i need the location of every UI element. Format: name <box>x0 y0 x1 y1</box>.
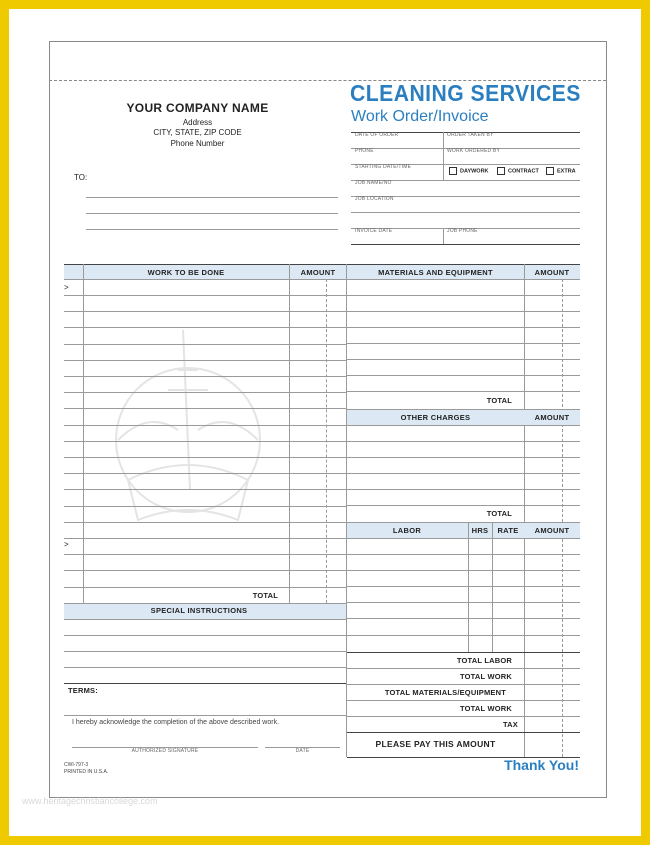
summary-row-line <box>347 700 580 701</box>
work-amount-col <box>289 264 290 603</box>
other-total-label: TOTAL <box>486 509 512 518</box>
materials-row-line <box>347 359 580 360</box>
labor-row-line <box>347 554 580 555</box>
labor-hrs-header: HRS <box>471 526 489 535</box>
special-line-2[interactable] <box>64 651 346 652</box>
work-row-line <box>64 392 346 393</box>
daywork-label: DAYWORK <box>460 168 489 175</box>
info-line-bottom <box>351 244 580 245</box>
labor-rate-header: RATE <box>497 526 519 535</box>
other-row-line <box>347 441 580 442</box>
terms-bottom-border <box>64 715 346 716</box>
summary-row-line <box>347 684 580 685</box>
work-row-line <box>64 489 346 490</box>
materials-top-border <box>347 264 580 265</box>
work-row-line <box>64 554 346 555</box>
work-row-line <box>64 570 346 571</box>
other-row-line <box>347 505 580 506</box>
labor-row-line <box>347 570 580 571</box>
tax-label: TAX <box>502 720 518 729</box>
form-subtitle: Work Order/Invoice <box>351 108 489 125</box>
special-header: SPECIAL INSTRUCTIONS <box>150 606 248 615</box>
labor-row-line <box>347 618 580 619</box>
info-divider-top <box>443 132 444 180</box>
phone-label: PHONE <box>355 148 374 154</box>
work-row-line <box>64 327 346 328</box>
materials-row-line <box>347 409 580 410</box>
job-name-label: JOB NAME/NO <box>355 180 392 186</box>
total-labor-label: TOTAL LABOR <box>456 656 512 665</box>
labor-hrs-col <box>468 522 469 652</box>
work-row-line <box>64 457 346 458</box>
other-header-bottom <box>347 425 580 426</box>
work-row-line <box>64 522 346 523</box>
date-label: DATE <box>295 748 310 754</box>
info-line-6 <box>351 212 580 213</box>
materials-row-line <box>347 391 580 392</box>
contract-option[interactable] <box>497 167 539 175</box>
materials-total-label: TOTAL <box>486 396 512 405</box>
to-line-1[interactable] <box>86 197 338 198</box>
labor-row-line <box>347 602 580 603</box>
work-row-line <box>64 408 346 409</box>
acknowledge-text: I hereby acknowledge the completion of the above described work. <box>72 719 280 726</box>
materials-row-line <box>347 295 580 296</box>
materials-row-line <box>347 375 580 376</box>
materials-row-line <box>347 311 580 312</box>
labor-row-line <box>347 586 580 587</box>
labor-amount-header: AMOUNT <box>534 526 570 535</box>
work-row-marker-2: > <box>64 540 69 549</box>
summary-top-border <box>347 652 580 653</box>
work-row-marker-1: > <box>64 283 69 292</box>
other-row-line <box>347 473 580 474</box>
work-row-line <box>64 376 346 377</box>
extra-label: EXTRA <box>557 168 576 175</box>
special-header-bottom <box>64 619 346 620</box>
daywork-option[interactable] <box>449 167 489 175</box>
company-phone: Phone Number <box>170 139 225 148</box>
work-amount-header: AMOUNT <box>300 268 336 277</box>
materials-header-bottom <box>347 279 580 280</box>
labor-row-line <box>347 635 580 636</box>
total-work-2-label: TOTAL WORK <box>460 704 512 713</box>
printed-in-usa: PRINTED IN U.S.A. <box>64 769 109 775</box>
materials-amount-header: AMOUNT <box>534 268 570 277</box>
work-ordered-by-label: WORK ORDERED BY <box>447 148 501 154</box>
work-header: WORK TO BE DONE <box>147 268 225 277</box>
work-row-line <box>64 311 346 312</box>
right-cents-col <box>562 279 563 757</box>
info-divider-bottom <box>443 228 444 244</box>
daywork-checkbox[interactable] <box>449 167 457 175</box>
job-location-label: JOB LOCATION <box>355 196 394 202</box>
watermark-url: www.heritagechristiancollege.com <box>22 796 158 806</box>
work-row-line <box>64 425 346 426</box>
work-row-line <box>64 506 346 507</box>
work-row-line <box>64 538 346 539</box>
date-of-order-label: DATE OF ORDER <box>355 132 399 138</box>
materials-row-line <box>347 327 580 328</box>
special-line-3[interactable] <box>64 667 346 668</box>
extra-checkbox[interactable] <box>546 167 554 175</box>
other-charges-header: OTHER CHARGES <box>400 413 471 422</box>
please-pay-label: PLEASE PAY THIS AMOUNT <box>375 739 496 749</box>
other-row-line <box>347 522 580 523</box>
work-row-line <box>64 360 346 361</box>
pay-top-border <box>347 732 580 733</box>
contract-checkbox[interactable] <box>497 167 505 175</box>
total-materials-label: TOTAL MATERIALS/EQUIPMENT <box>384 688 506 697</box>
materials-row-line <box>347 343 580 344</box>
order-taken-by-label: ORDER TAKEN BY <box>447 132 494 138</box>
contract-label: CONTRACT <box>508 168 539 175</box>
materials-header: MATERIALS AND EQUIPMENT <box>378 268 493 277</box>
work-left-col <box>83 264 84 603</box>
form-title: CLEANING SERVICES <box>350 80 581 106</box>
special-line-1[interactable] <box>64 635 346 636</box>
to-label: TO: <box>74 173 88 182</box>
company-name: YOUR COMPANY NAME <box>126 101 269 115</box>
other-amount-header: AMOUNT <box>534 413 570 422</box>
invoice-date-label: INVOICE DATE <box>355 228 393 234</box>
summary-row-line <box>347 716 580 717</box>
terms-top-border <box>64 683 346 684</box>
special-top-border <box>64 603 346 604</box>
signature-label: AUTHORIZED SIGNATURE <box>131 748 199 754</box>
work-row-line <box>64 295 346 296</box>
work-total-label: TOTAL <box>252 591 278 600</box>
job-phone-label: JOB PHONE <box>447 228 478 234</box>
thank-you-text: Thank You! <box>504 757 579 773</box>
company-city-state-zip: CITY, STATE, ZIP CODE <box>153 128 242 137</box>
summary-row-line <box>347 668 580 669</box>
starting-date-label: STARTING DATE/TIME <box>355 164 412 170</box>
company-address: Address <box>182 118 213 127</box>
terms-label: TERMS: <box>68 686 98 695</box>
other-row-line <box>347 489 580 490</box>
other-row-line <box>347 457 580 458</box>
labor-header: LABOR <box>392 526 422 535</box>
to-line-2[interactable] <box>86 213 338 214</box>
to-line-3[interactable] <box>86 229 338 230</box>
total-work-label: TOTAL WORK <box>460 672 512 681</box>
labor-header-bottom <box>347 538 580 539</box>
labor-rate-col <box>492 522 493 652</box>
work-row-line <box>64 473 346 474</box>
work-row-line <box>64 587 346 588</box>
work-header-bottom <box>64 279 346 280</box>
work-row-line <box>64 441 346 442</box>
watermark-illustration <box>88 330 288 540</box>
extra-option[interactable] <box>546 167 576 175</box>
work-row-line <box>64 344 346 345</box>
form-code: CWI-797-3 <box>64 762 89 768</box>
work-top-border <box>64 264 346 265</box>
